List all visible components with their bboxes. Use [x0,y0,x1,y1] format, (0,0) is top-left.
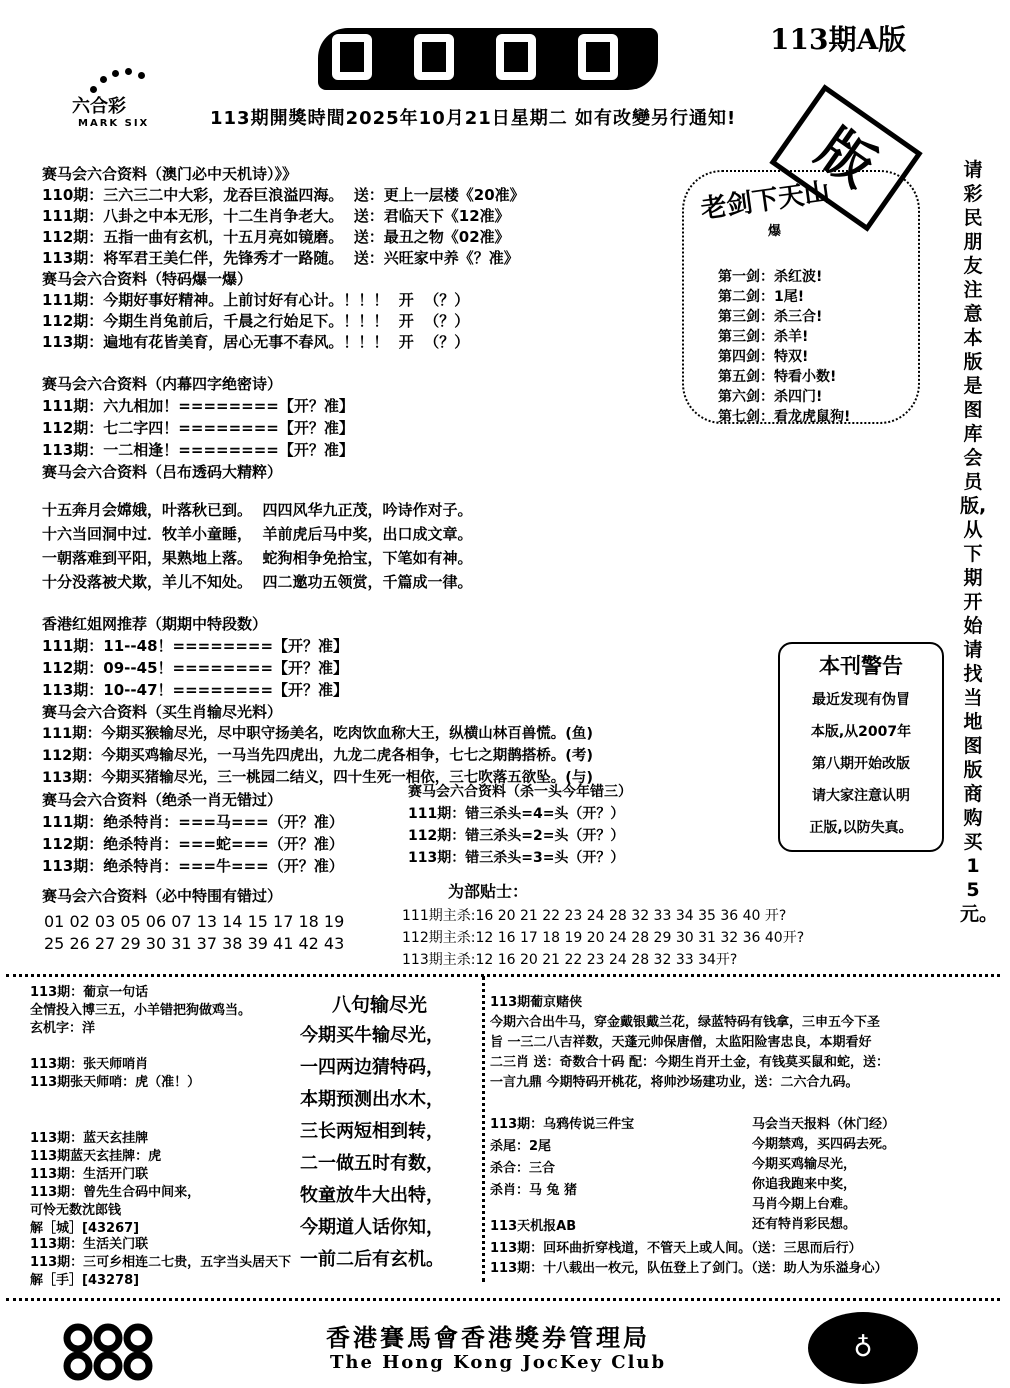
section-line: 赛马会六合资料（内幕四字绝密诗） [42,375,283,393]
sword-item: 第五剑：特看小数! [718,369,837,385]
section-line: 113期：绝杀特肖：===牛===（开？准） [42,857,344,875]
section-line: 111期：六九相加！========【开？准】 [42,397,354,415]
section-line: 113期：错三杀头=3=头（开？） [408,850,625,866]
poem-line: 十六当回洞中过．牧羊小童睡， 羊前虎后马中奖，出口成文章。 [42,525,473,543]
footer-english: The Hong Kong JocKey Club [330,1352,667,1373]
poem-line: 十分没落被犬欺，羊儿不知处。 四二邀功五领赏，千篇成一律。 [42,573,473,591]
bottom-left-line: 113期张天师哨：虎（准！） [30,1075,201,1090]
title-banner [318,28,658,90]
poem-line: 二一做五时有数， [300,1153,444,1174]
poem-line: 一前二后有玄机。 [300,1249,444,1270]
poem-line: 本期预测出水木， [300,1089,444,1110]
section-line: 赛马会六合资料（吕布透码大精粹） [42,463,283,481]
crow-line: 杀合：三合 [490,1161,556,1176]
mark-six-logo: 六合彩 [72,96,126,117]
warning-line: 最近发现有伪冒 [812,692,910,708]
footer-chinese: 香港賽馬會香港獎券管理局 [326,1323,650,1352]
sword-item: 第六剑：杀四门! [718,389,823,405]
warning-title: 本刊警告 [819,653,903,678]
tips-line: 112期主杀:12 16 17 18 19 20 24 28 29 30 31 32 36 40开? [402,930,805,946]
section-line: 赛马会六合资料（杀一头今年错三） [408,784,632,800]
sword-item: 第三剑：杀羊! [718,329,809,345]
tips-line: 113期主杀:12 16 20 21 22 23 24 28 32 33 34开? [402,952,738,968]
bottom-left-line: 113期：张天师哨肖 [30,1057,149,1072]
poem-line: 一四两边猜特码， [300,1057,444,1078]
warning-line: 正版,以防失真。 [809,820,913,836]
poem-line: 一朝落难到平阳，果熟地上落。 蛇狗相争免拾宝，下笔如有神。 [42,549,473,567]
jockey-club-logo-icon [58,1322,158,1382]
section-line: 112期：今期生肖兔前后，千晨之行始足下。！！！ 开 （？） [42,312,470,330]
section-line: 112期：七二字四！========【开？准】 [42,419,354,437]
bottom-left-line: 113期：葡京一句话 [30,985,149,1000]
horse-line: 今期买鸡输尽光， [752,1157,857,1172]
section-line: 111期：11--48！========【开？准】 [42,637,349,655]
crow-line: 杀肖：马 兔 猪 [490,1183,578,1198]
crow-line: 113期：乌鸦传说三件宝 [490,1117,635,1132]
gambler-line: 二三肖 送：奇数合十码 配：今期生肖开土金，有钱莫买鼠和蛇，送： [490,1055,890,1070]
horse-line: 还有特肖彩民想。 [752,1217,857,1232]
section-line: 赛马会六合资料（买生肖输尽光料） [42,703,283,721]
bottom-left-line: 解［手］[43278] [30,1273,140,1288]
section-line: 113期：今期买猪输尽光，三一桃园二结义，四十生死一相依，三七吹落五欲坠。(与) [42,770,594,786]
bottom-left-line: 113期：三可乡相连二七贵，五字当头居天下 [30,1255,292,1270]
sword-item: 第一剑：杀红波! [718,269,823,285]
sword-item: 第三剑：杀三合! [718,309,823,325]
vertical-notice-part2: 从下期开始请找当地图版商购买15元。 [960,519,999,925]
bottom-left-line: 113期：蓝天玄挂牌 [30,1131,149,1146]
crow-line: 杀尾：2尾 [490,1139,552,1154]
section-line: 111期：今期买猴输尽光，尽中职守扬美名，吃肉饮血称大王，纵横山林百兽慌。(鱼) [42,726,594,742]
section-line: 112期：绝杀特肖：===蛇===（开？准） [42,835,344,853]
bottom-left-line: 全情投入博三五，小羊错把狗做鸡当。 [30,1003,252,1018]
seal-icon: ♁ [808,1312,918,1384]
bottom-left-line: 113期蓝天玄挂牌：虎 [30,1149,162,1164]
horse-line: 马会当天报料（休门经） [752,1117,896,1132]
edition-label: 113期A版 [770,23,907,56]
bottom-left-line: 玄机字：洋 [30,1021,96,1036]
section-line: 112期：今期买鸡输尽光，一马当先四虎出，九龙二虎各相争，七七之期鹊搭桥。(考) [42,748,594,764]
section-line: 赛马会六合资料（绝杀一肖无错过） [42,791,283,809]
warning-line: 本版,从2007年 [810,724,912,740]
sword-item: 第二剑：1尾! [718,289,805,305]
horse-line: 马肖今期上台难。 [752,1197,857,1212]
poem-line: 十五奔月会嫦娥，叶落秋已到。 四四风华九正茂，吟诗作对子。 [42,501,473,519]
divider [6,1298,1000,1301]
vertical-notice [960,158,999,926]
bottom-left-line: 可怜无数沈郎钱 [30,1203,122,1218]
divider [482,976,485,1282]
section-line: 113期：将军君王美仁伴，先锋秀才一路随。 送：兴旺家中养《？准》 [42,249,519,267]
tianji-line: 113天机报AB [490,1219,577,1234]
section-line: 113期：遍地有花皆美育，居心无事不春风。！！！ 开 （？） [42,333,470,351]
gambler-line: 旨 一三二八吉祥数，天蓬元帅保唐僧，太监阳险害忠良，本期看好 [490,1035,872,1050]
poem-title: 八句输尽光 [332,994,428,1016]
gambler-line: 今期六合出牛马，穿金戴银戴兰花，绿蓝特码有钱拿，三申五今下圣 [490,1015,881,1030]
sword-title: 老剑下天山 [698,177,832,225]
bottom-left-line: 113期：生活开门联 [30,1167,149,1182]
section-line: 赛马会六合资料（澳门必中天机诗）》》 [42,165,298,183]
section-line: 112期：五指一曲有玄机，十五月亮如镜磨。 送：最丑之物《02准》 [42,228,510,246]
section-line: 113期：10--47！========【开？准】 [42,681,349,699]
tianji-line: 113期：十八载出一枚元，队伍登上了剑门。（送：助人为乐溢身心） [490,1261,888,1276]
bottom-left-line: 113期：生活关门联 [30,1237,149,1252]
poem-line: 今期买牛输尽光， [300,1025,444,1046]
section-line: 110期：三六三二中大彩，龙吞巨浪溢四海。 送：更上一层楼《20准》 [42,186,525,204]
vertical-notice-part1: 请彩民朋友注意本版是图库会员版, [960,159,987,517]
divider [6,974,1000,977]
gambler-line: 113期葡京赌侠 [490,995,583,1010]
tips-line: 111期主杀:16 20 21 22 23 24 28 32 33 34 35 36 40 开? [402,908,787,924]
section-line: 111期：绝杀特肖：===马===（开？准） [42,813,344,831]
gambler-line: 一言九鼎 今期特码开桃花，将帅沙场建功业，送：二六合九码。 [490,1075,859,1090]
section-line: 赛马会六合资料（特码爆一爆） [42,270,253,288]
poem-line: 牧童放牛大出特， [300,1185,444,1206]
warning-line: 第八期开始改版 [812,756,910,772]
section-line: 112期：错三杀头=2=头（开？） [408,828,625,844]
section-line: 111期：错三杀头=4=头（开？） [408,806,625,822]
tianji-line: 113期：回环曲折穿栈道，不管天上或人间。（送：三思而后行） [490,1241,862,1256]
section-title: 赛马会六合资料（必中特围有错过） [42,887,283,905]
numbers-row: 01 02 03 05 06 07 13 14 15 17 18 19 [44,912,345,931]
bottom-left-line: 解［城］[43267] [30,1221,140,1236]
section-line: 香港红姐网推荐（期期中特段数） [42,615,268,633]
warning-line: 请大家注意认明 [812,788,910,804]
section-line: 111期：八卦之中本无形，十二生肖争老大。 送：君临天下《12准》 [42,207,510,225]
poem-line: 今期道人话你知， [300,1217,444,1238]
sword-item: 第四剑：特双! [718,349,809,365]
tips-title: 为部贴士： [448,882,529,901]
sword-subtitle: 爆 [768,224,782,239]
section-line: 111期：今期好事好精神。上前讨好有心计。！！！ 开 （？） [42,291,470,309]
numbers-row: 25 26 27 29 30 31 37 38 39 41 42 43 [44,934,345,953]
draw-notice: 113期開獎時間2025年10月21日星期二 如有改變另行通知! [210,108,737,129]
poem-line: 三长两短相到转， [300,1121,444,1142]
section-line: 112期：09--45！========【开？准】 [42,659,349,677]
horse-line: 今期禁鸡，买四码去死。 [752,1137,896,1152]
sword-item: 第七剑：看龙虎鼠狗! [718,409,851,425]
horse-line: 你追我跑来中奖， [752,1177,857,1192]
stamp: 版 [769,84,922,231]
section-line: 113期：一二相逢！========【开？准】 [42,441,354,459]
mark-six-subtitle: MARK SIX [78,118,150,129]
bottom-left-line: 113期：曾先生合码中间来， [30,1185,201,1200]
